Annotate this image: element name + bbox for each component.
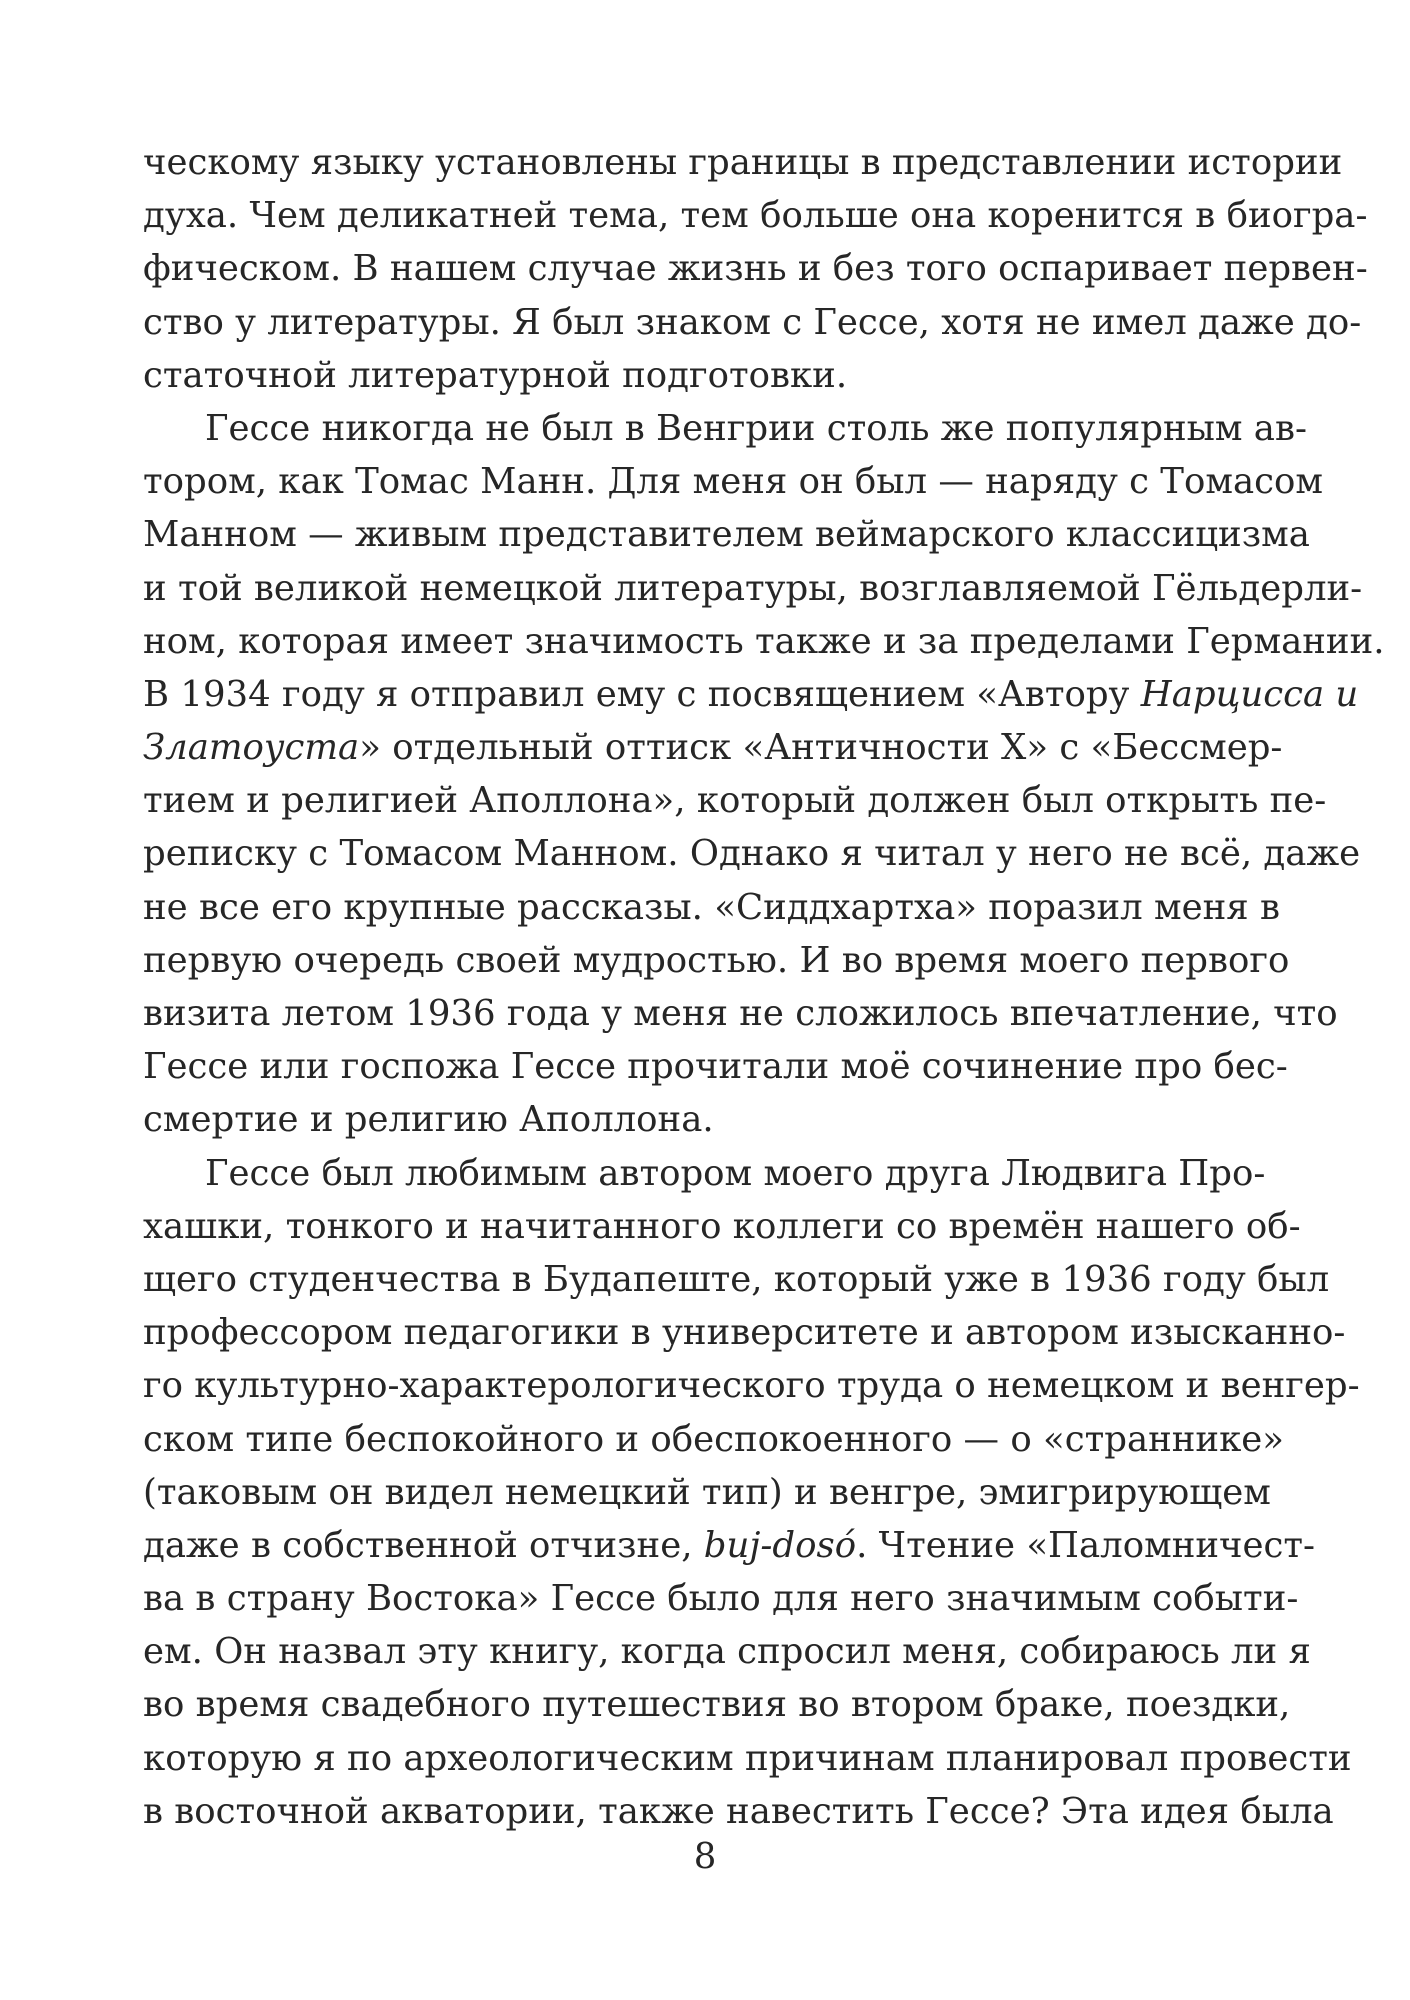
text-line xyxy=(143,189,1368,242)
text-segment: Гессе был любимым автором моего друга Людвига Про- xyxy=(205,1152,1266,1194)
text-segment: в восточной акватории, также навестить Гессе? Эта идея была xyxy=(143,1790,1334,1832)
text-segment: (таковым он видел немецкий тип) и венгре, эмигрирующем xyxy=(143,1471,1271,1513)
text-segment: первую очередь своей мудростью. И во время моего первого xyxy=(143,939,1290,981)
text-segment: Манном — живым представителем веймарского классицизма xyxy=(143,514,1310,556)
text-line xyxy=(143,1413,1285,1466)
italic-text: Нарцисса и xyxy=(1140,673,1359,715)
page-number: 8 xyxy=(693,1836,717,1877)
text-line xyxy=(143,1732,1352,1785)
text-segment: » отдельный оттиск «Античности X» с «Бессмер- xyxy=(359,727,1283,769)
text-line xyxy=(143,1519,1316,1572)
paragraph xyxy=(143,1147,1360,1838)
text-line xyxy=(143,1147,1266,1200)
text-segment: не все его крупные рассказы. «Сиддхартха» поразил меня в xyxy=(143,886,1280,928)
text-segment: ва в страну Востока» Гессе было для него значимым событи- xyxy=(143,1578,1299,1620)
text-line xyxy=(143,349,1220,402)
text-line xyxy=(143,1200,1301,1253)
text-segment: ем. Он назвал эту книгу, когда спросил меня, собираюсь ли я xyxy=(143,1631,1311,1673)
text-segment: щего студенчества в Будапеште, который уже в 1936 году был xyxy=(143,1258,1330,1300)
text-line xyxy=(143,1040,1288,1093)
text-line xyxy=(143,1093,1220,1146)
text-segment: духа. Чем деликатней тема, тем больше она коренится в биогра- xyxy=(143,195,1368,237)
text-segment: профессором педагогики в университете и автором изысканно- xyxy=(143,1312,1346,1354)
italic-text: Златоуста xyxy=(143,727,360,769)
text-segment: и той великой немецкой литературы, возглавляемой Гёльдерли- xyxy=(143,567,1363,609)
italic-text: buj-dosó xyxy=(703,1524,857,1566)
text-line xyxy=(143,1253,1330,1306)
text-segment: Гессе никогда не был в Венгрии столь же популярным ав- xyxy=(205,407,1307,449)
text-line xyxy=(143,1466,1271,1519)
text-segment: визита летом 1936 года у меня не сложилось впечатление, что xyxy=(143,993,1338,1034)
text-line xyxy=(143,1306,1346,1359)
text-line xyxy=(143,136,1343,189)
text-segment: фическом. В нашем случае жизнь и без того оспаривает первен- xyxy=(143,248,1368,290)
text-segment: смертие и религию Аполлона. xyxy=(143,1099,714,1141)
text-segment: го культурно-характерологического труда о немецком и венгер- xyxy=(143,1365,1360,1407)
text-line xyxy=(143,242,1368,295)
text-segment: В 1934 году я отправил ему с посвящением «Автору xyxy=(143,673,1141,715)
text-segment: ческому языку установлены границы в представлении истории xyxy=(143,142,1343,183)
text-line xyxy=(143,721,1283,774)
text-line xyxy=(143,668,1359,721)
text-segment: статочной литературной подготовки. xyxy=(143,354,848,396)
text-line xyxy=(143,934,1290,987)
text-line xyxy=(143,827,1361,880)
text-line xyxy=(143,1625,1311,1678)
text-line xyxy=(143,508,1310,561)
text-line xyxy=(143,562,1363,615)
text-segment: которую я по археологическим причинам планировал провести xyxy=(143,1737,1352,1779)
text-line xyxy=(143,455,1323,508)
text-line xyxy=(143,296,1362,349)
paragraph xyxy=(143,402,1385,1147)
text-segment: хашки, тонкого и начитанного коллеги со времён нашего об- xyxy=(143,1205,1301,1247)
text-segment: . Чтение «Паломничест- xyxy=(856,1524,1316,1566)
text-line xyxy=(143,1359,1360,1412)
text-segment: ство у литературы. Я был знаком с Гессе, хотя не имел даже до- xyxy=(143,301,1362,343)
text-line xyxy=(143,1572,1299,1625)
body-text xyxy=(143,136,1385,1838)
text-line xyxy=(143,881,1280,934)
text-segment: тором, как Томас Манн. Для меня он был — наряду с Томасом xyxy=(143,461,1323,503)
text-segment: ском типе беспокойного и обеспокоенного — о «страннике» xyxy=(143,1418,1285,1460)
text-line xyxy=(143,615,1385,668)
text-segment: реписку с Томасом Манном. Однако я читал у него не всё, даже xyxy=(143,833,1361,875)
text-line xyxy=(143,402,1307,455)
text-line xyxy=(143,774,1327,827)
text-line xyxy=(143,987,1338,1040)
text-segment: тием и религией Аполлона», который должен был открыть пе- xyxy=(143,780,1327,822)
text-segment: во время свадебного путешествия во втором браке, поездки, xyxy=(143,1684,1291,1726)
text-segment: ном, которая имеет значимость также и за пределами Германии. xyxy=(143,620,1385,662)
text-line xyxy=(143,1678,1291,1731)
text-segment: даже в собственной отчизне, xyxy=(143,1524,704,1566)
paragraph xyxy=(143,136,1368,402)
text-segment: Гессе или госпожа Гессе прочитали моё сочинение про бес- xyxy=(143,1046,1288,1088)
